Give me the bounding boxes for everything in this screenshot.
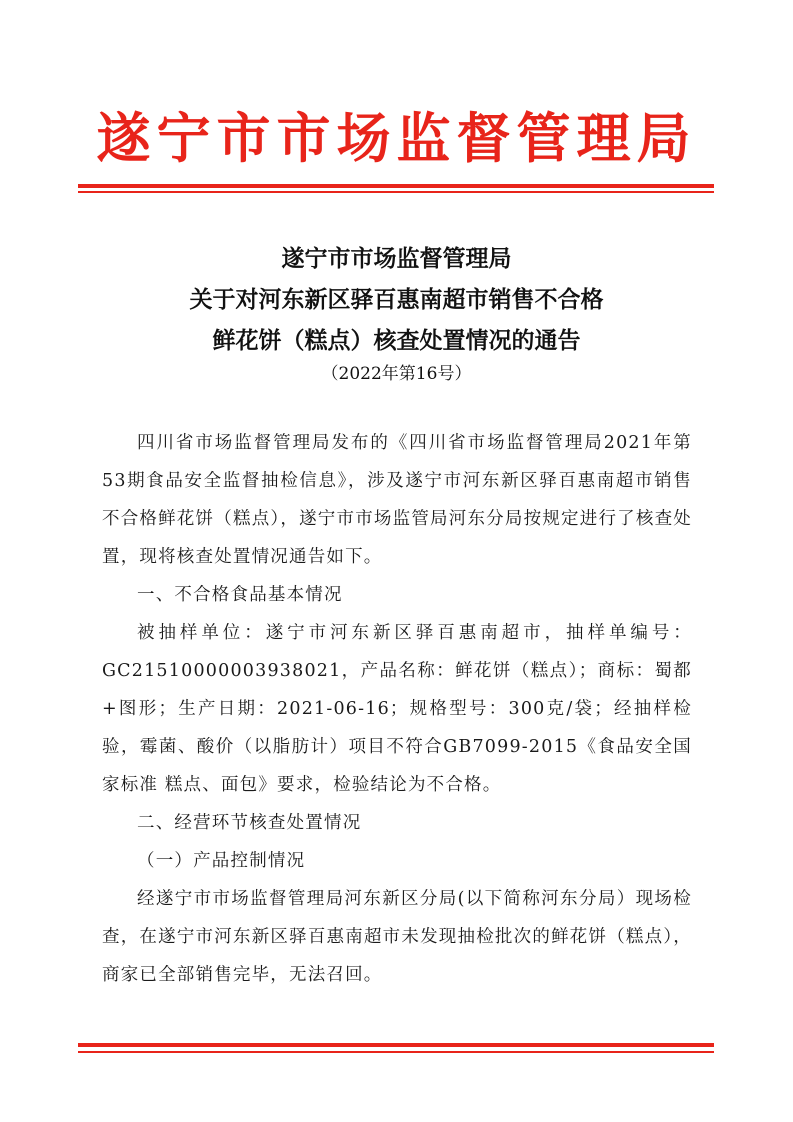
document-body [102, 424, 692, 994]
letterhead-title: 遂宁市市场监督管理局 [96, 106, 697, 170]
section-1-paragraph: 被抽样单位：遂宁市河东新区驿百惠南超市，抽样单编号：GC21510000003938021，产品名称：鲜花饼（糕点）；商标：蜀都+图形；生产日期：2021-06-16；规格型号：300克/袋；经抽样检验，霉菌、酸价（以脂肪计）项目不符合GB7099-2015《食品安全国家标准 糕点、面包》要求，检验结论为不合格。 [102, 623, 692, 795]
section-2-heading: 二、经营环节核查处置情况 [137, 813, 362, 833]
footer-rule-thin [78, 1051, 714, 1053]
document-title-line-3: 鲜花饼（糕点）核查处置情况的通告 [212, 328, 581, 354]
section-2-paragraph-1: 经遂宁市市场监督管理局河东新区分局(以下简称河东分局）现场检查，在遂宁市河东新区驿百惠南超市未发现抽检批次的鲜花饼（糕点），商家已全部销售完毕，无法召回。 [102, 889, 692, 985]
document-title-line-2: 关于对河东新区驿百惠南超市销售不合格 [189, 287, 604, 313]
letterhead-rule-thick [78, 184, 714, 188]
footer-rule-thick [78, 1043, 714, 1047]
section-2-subheading-1: （一）产品控制情况 [137, 851, 306, 871]
letterhead-rule-thin [78, 191, 714, 193]
intro-paragraph: 四川省市场监督管理局发布的《四川省市场监督管理局2021年第53期食品安全监督抽检信息》，涉及遂宁市河东新区驿百惠南超市销售不合格鲜花饼（糕点），遂宁市市场监管局河东分局按规定进行了核查处置，现将核查处置情况通告如下。 [102, 433, 692, 567]
document-title-line-1: 遂宁市市场监督管理局 [281, 246, 512, 272]
section-1-heading: 一、不合格食品基本情况 [137, 585, 343, 605]
document-number: （2022年第16号） [321, 364, 472, 384]
